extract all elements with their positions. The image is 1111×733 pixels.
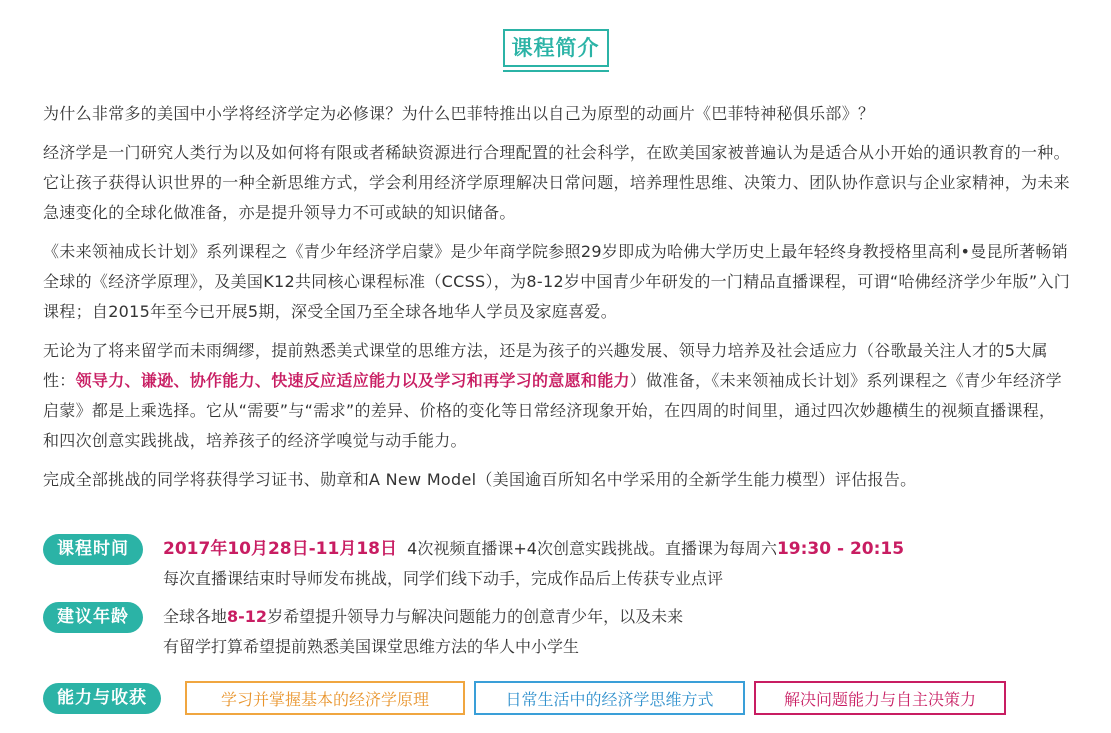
schedule-line-1 [163, 534, 904, 564]
gain-tag-economic-thinking: 日常生活中的经济学思维方式 [474, 681, 745, 715]
age-post: 岁希望提升领导力与解决问题能力的创意青少年，以及未来 [267, 607, 684, 626]
section-title: 课程简介 [503, 29, 609, 67]
age-line-2: 有留学打算希望提前熟悉美国课堂思维方法的华人中小学生 [163, 637, 580, 656]
gains-label-pill: 能力与收获 [43, 683, 161, 714]
schedule-time: 19:30 - 20:15 [776, 539, 905, 559]
schedule-description: 4次视频直播课+4次创意实践挑战。直播课为每周六 [407, 539, 777, 558]
google-attributes-highlight: 领导力、谦逊、协作能力、快速反应适应能力以及学习和再学习的意愿和能力 [75, 371, 630, 390]
title-container [0, 29, 1111, 67]
paragraph-4-text-b: ）做准备，《未来领袖成长计划》系列课程之《青少年经济学启蒙》都是上乘选择。它从“需要”与“需求”的差异、价格的变化等日常经济现象开始，在四周的时间里，通过四次妙趣横生的视频直播课程，和四次创意实践挑战，培养孩子的经济学嗅觉与动手能力。 [43, 371, 1062, 450]
schedule-dates: 2017年10月28日-11月18日 [163, 539, 397, 559]
schedule-label-pill: 课程时间 [43, 534, 143, 565]
intro-paragraph-3: 《未来领袖成长计划》系列课程之《青少年经济学启蒙》是少年商学院参照29岁即成为哈佛大学历史上最年轻终身教授格里高利•曼昆所著畅销全球的《经济学原理》，及美国K12共同核心课程标准（CCSS），为8-12岁中国青少年研发的一门精品直播课程，可谓“哈佛经济学少年版”入门课程；自2015年至今已开展5期，深受全国乃至全球各地华人学员及家庭喜爱。 [43, 242, 1071, 321]
age-line-1 [163, 602, 683, 632]
intro-paragraph-2: 经济学是一门研究人类行为以及如何将有限或者稀缺资源进行合理配置的社会科学，在欧美国家被普遍认为是适合从小开始的通识教育的一种。它让孩子获得认识世界的一种全新思维方式，学会利用经济学原理解决日常问题，培养理性思维、决策力、团队协作意识与企业家精神，为未来急速变化的全球化做准备，亦是提升领导力不可或缺的知识储备。 [43, 143, 1070, 222]
age-range: 8-12 [227, 607, 268, 626]
age-label-pill: 建议年龄 [43, 602, 143, 633]
gain-tag-economics-principles: 学习并掌握基本的经济学原理 [185, 681, 465, 715]
gain-tag-problem-solving: 解决问题能力与自主决策力 [754, 681, 1006, 715]
intro-paragraph-1: 为什么非常多的美国中小学将经济学定为必修课？为什么巴菲特推出以自己为原型的动画片《巴菲特神秘俱乐部》？ [43, 104, 875, 123]
intro-paragraph-5: 完成全部挑战的同学将获得学习证书、勋章和A New Model（美国逾百所知名中学采用的全新学生能力模型）评估报告。 [43, 470, 917, 489]
schedule-line-2: 每次直播课结束时导师发布挑战，同学们线下动手，完成作品后上传获专业点评 [163, 569, 724, 588]
age-pre: 全球各地 [163, 607, 228, 626]
paragraph-4-text-a: 无论为了将来留学而未雨绸缪，提前熟悉美式课堂的思维方法，还是为孩子的兴趣发展、领导力培养及社会适应力（谷歌最关注人才的5大属性： [43, 341, 1048, 390]
intro-content [43, 99, 1071, 504]
intro-paragraph-4 [43, 336, 1071, 456]
